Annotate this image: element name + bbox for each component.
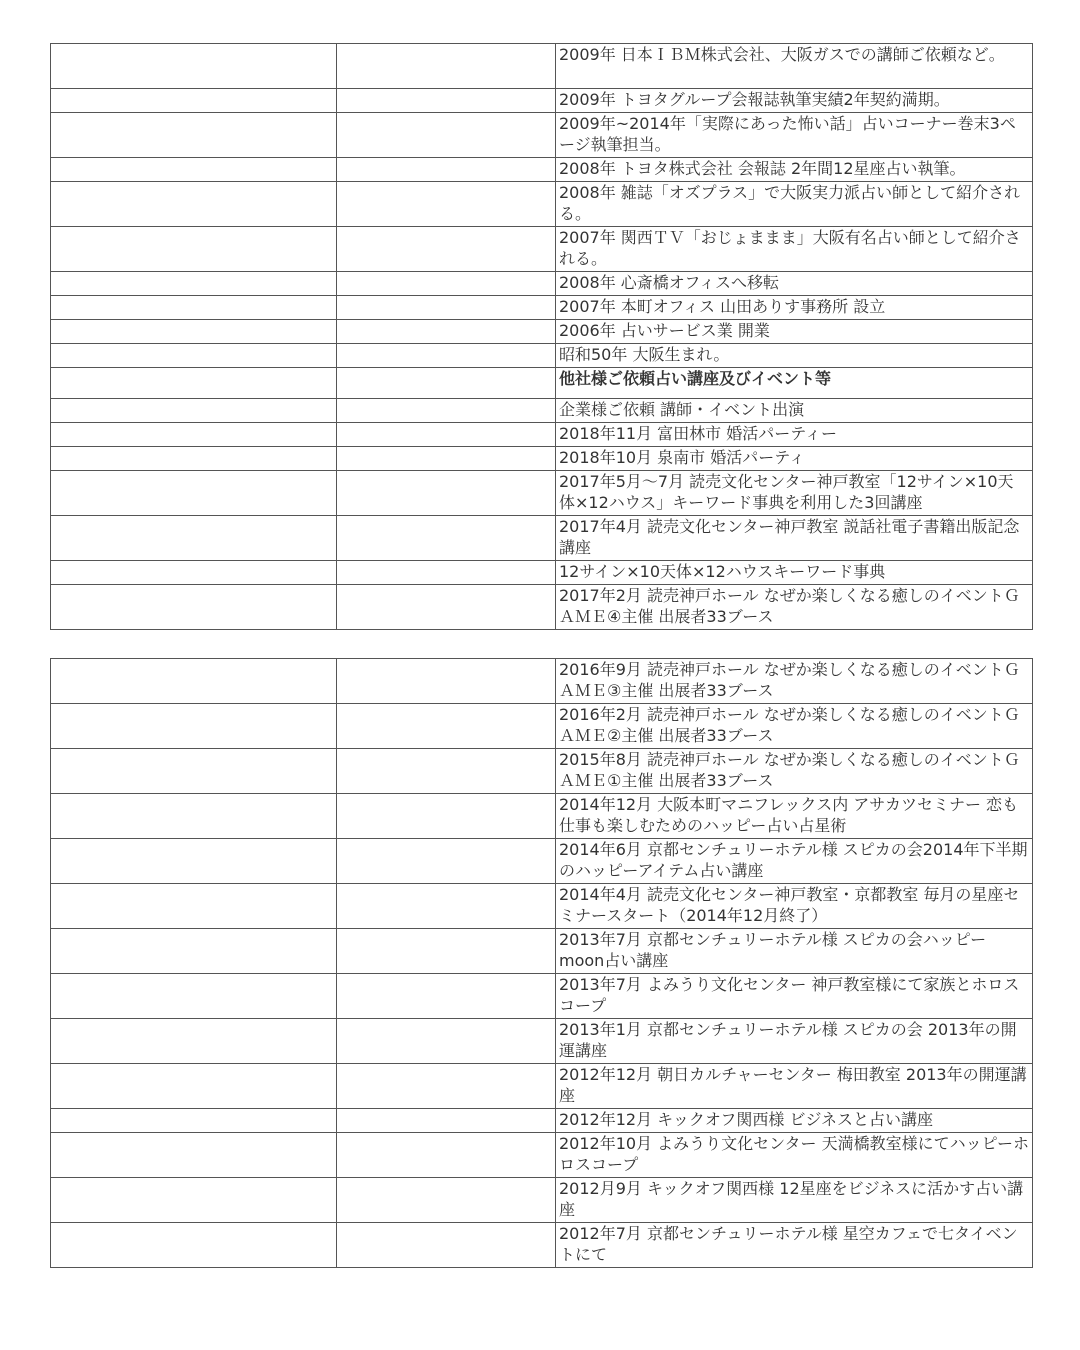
empty-cell	[51, 974, 337, 1019]
empty-cell	[337, 585, 556, 630]
empty-cell	[337, 320, 556, 344]
empty-cell	[51, 516, 337, 561]
empty-cell	[51, 704, 337, 749]
table-row	[51, 516, 1033, 561]
empty-cell	[51, 585, 337, 630]
empty-cell	[51, 794, 337, 839]
empty-cell	[51, 659, 337, 704]
empty-cell	[337, 447, 556, 471]
history-entry: 2008年 雑誌「オズプラス」で大阪実力派占い師として紹介される。	[556, 182, 1033, 227]
empty-cell	[51, 399, 337, 423]
history-entry: 2013年7月 よみうり文化センター 神戸教室様にて家族とホロスコープ	[556, 974, 1033, 1019]
empty-cell	[51, 272, 337, 296]
events-history-table	[50, 658, 1033, 1268]
history-entry: 12サイン×10天体×12ハウスキーワード事典	[556, 561, 1033, 585]
empty-cell	[337, 399, 556, 423]
history-entry: 2007年 関西ＴＶ「おじょままま」大阪有名占い師として紹介される。	[556, 227, 1033, 272]
empty-cell	[51, 227, 337, 272]
empty-cell	[337, 659, 556, 704]
empty-cell	[337, 158, 556, 182]
history-entry: 2012月9月 キックオフ関西様 12星座をビジネスに活かす占い講座	[556, 1178, 1033, 1223]
empty-cell	[337, 471, 556, 516]
table-row	[51, 884, 1033, 929]
table-row	[51, 423, 1033, 447]
table-row	[51, 1064, 1033, 1109]
history-entry: 2012年12月 キックオフ関西様 ビジネスと占い講座	[556, 1109, 1033, 1133]
empty-cell	[337, 1109, 556, 1133]
table-row	[51, 659, 1033, 704]
table-row	[51, 447, 1033, 471]
table-row	[51, 1133, 1033, 1178]
history-entry: 2012年7月 京都センチュリーホテル様 星空カフェで七タイベントにて	[556, 1223, 1033, 1268]
empty-cell	[51, 561, 337, 585]
table-row	[51, 399, 1033, 423]
empty-cell	[51, 929, 337, 974]
table-row	[51, 1223, 1033, 1268]
empty-cell	[337, 89, 556, 113]
empty-cell	[337, 368, 556, 399]
history-entry: 2014年6月 京都センチュリーホテル様 スピカの会2014年下半期のハッピーアイテム占い講座	[556, 839, 1033, 884]
empty-cell	[337, 839, 556, 884]
table-row	[51, 585, 1033, 630]
table-row	[51, 1019, 1033, 1064]
empty-cell	[337, 113, 556, 158]
history-entry: 2016年2月 読売神戸ホール なぜか楽しくなる癒しのイベントＧＡＭＥ②主催 出展者33ブース	[556, 704, 1033, 749]
empty-cell	[51, 471, 337, 516]
history-entry: 2014年12月 大阪本町マニフレックス内 アサカツセミナー 恋も仕事も楽しむためのハッピー占い占星術	[556, 794, 1033, 839]
history-entry: 2016年9月 読売神戸ホール なぜか楽しくなる癒しのイベントＧＡＭＥ③主催 出展者33ブース	[556, 659, 1033, 704]
table-row	[51, 344, 1033, 368]
empty-cell	[51, 344, 337, 368]
table-row	[51, 974, 1033, 1019]
empty-cell	[337, 1223, 556, 1268]
table-row	[51, 44, 1033, 89]
history-entry: 2012年10月 よみうり文化センター 天満橋教室様にてハッピーホロスコープ	[556, 1133, 1033, 1178]
table-row	[51, 1178, 1033, 1223]
table-row	[51, 272, 1033, 296]
history-entry: 2018年11月 富田林市 婚活パーティー	[556, 423, 1033, 447]
empty-cell	[337, 749, 556, 794]
empty-cell	[337, 1019, 556, 1064]
table-row	[51, 227, 1033, 272]
section-heading: 他社様ご依頼占い講座及びイベント等	[556, 368, 1033, 399]
history-entry: 2017年5月～7月 読売文化センター神戸教室「12サイン×10天体×12ハウス」キーワード事典を利用した3回講座	[556, 471, 1033, 516]
empty-cell	[51, 368, 337, 399]
empty-cell	[337, 884, 556, 929]
empty-cell	[51, 423, 337, 447]
empty-cell	[337, 344, 556, 368]
empty-cell	[51, 44, 337, 89]
empty-cell	[51, 320, 337, 344]
empty-cell	[51, 1064, 337, 1109]
history-entry: 2013年1月 京都センチュリーホテル様 スピカの会 2013年の開運講座	[556, 1019, 1033, 1064]
empty-cell	[337, 423, 556, 447]
empty-cell	[337, 44, 556, 89]
empty-cell	[337, 929, 556, 974]
profile-history-table	[50, 43, 1033, 630]
empty-cell	[337, 1178, 556, 1223]
empty-cell	[337, 561, 556, 585]
table-row	[51, 1109, 1033, 1133]
empty-cell	[337, 1133, 556, 1178]
empty-cell	[51, 1019, 337, 1064]
empty-cell	[337, 516, 556, 561]
history-entry: 2006年 占いサービス業 開業	[556, 320, 1033, 344]
table-row	[51, 839, 1033, 884]
empty-cell	[51, 158, 337, 182]
history-entry: 2008年 トヨタ株式会社 会報誌 2年間12星座占い執筆。	[556, 158, 1033, 182]
history-entry: 2017年4月 読売文化センター神戸教室 説話社電子書籍出版記念講座	[556, 516, 1033, 561]
empty-cell	[51, 884, 337, 929]
empty-cell	[51, 839, 337, 884]
empty-cell	[337, 704, 556, 749]
table-row	[51, 182, 1033, 227]
empty-cell	[337, 794, 556, 839]
table-row	[51, 471, 1033, 516]
empty-cell	[51, 1109, 337, 1133]
empty-cell	[337, 1064, 556, 1109]
table-row	[51, 113, 1033, 158]
empty-cell	[51, 1178, 337, 1223]
table-row	[51, 749, 1033, 794]
history-entry: 2018年10月 泉南市 婚活パーティ	[556, 447, 1033, 471]
empty-cell	[337, 974, 556, 1019]
table-row	[51, 320, 1033, 344]
empty-cell	[337, 296, 556, 320]
history-entry: 2013年7月 京都センチュリーホテル様 スピカの会ハッピーmoon占い講座	[556, 929, 1033, 974]
history-entry: 2009年 トヨタグループ会報誌執筆実績2年契約満期。	[556, 89, 1033, 113]
empty-cell	[51, 1223, 337, 1268]
empty-cell	[337, 272, 556, 296]
table-row	[51, 794, 1033, 839]
history-entry: 2014年4月 読売文化センター神戸教室・京都教室 毎月の星座セミナースタート（2014年12月終了）	[556, 884, 1033, 929]
empty-cell	[51, 182, 337, 227]
history-entry: 2015年8月 読売神戸ホール なぜか楽しくなる癒しのイベントＧＡＭＥ①主催 出展者33ブース	[556, 749, 1033, 794]
history-entry: 2007年 本町オフィス 山田ありす事務所 設立	[556, 296, 1033, 320]
empty-cell	[51, 89, 337, 113]
empty-cell	[337, 182, 556, 227]
table-row	[51, 561, 1033, 585]
empty-cell	[51, 447, 337, 471]
table-row	[51, 89, 1033, 113]
table-row	[51, 704, 1033, 749]
empty-cell	[337, 227, 556, 272]
history-entry: 企業様ご依頼 講師・イベント出演	[556, 399, 1033, 423]
empty-cell	[51, 296, 337, 320]
history-entry: 昭和50年 大阪生まれ。	[556, 344, 1033, 368]
history-entry: 2017年2月 読売神戸ホール なぜか楽しくなる癒しのイベントＧＡＭＥ④主催 出展者33ブース	[556, 585, 1033, 630]
table-row	[51, 368, 1033, 399]
table-row	[51, 158, 1033, 182]
table-row	[51, 296, 1033, 320]
table-row	[51, 929, 1033, 974]
history-entry: 2009年~2014年「実際にあった怖い話」占いコーナー巻末3ページ執筆担当。	[556, 113, 1033, 158]
empty-cell	[51, 113, 337, 158]
empty-cell	[51, 749, 337, 794]
history-entry: 2008年 心斎橋オフィスへ移転	[556, 272, 1033, 296]
history-entry: 2009年 日本ＩＢＭ株式会社、大阪ガスでの講師ご依頼など。	[556, 44, 1033, 89]
empty-cell	[51, 1133, 337, 1178]
history-entry: 2012年12月 朝日カルチャーセンター 梅田教室 2013年の開運講座	[556, 1064, 1033, 1109]
